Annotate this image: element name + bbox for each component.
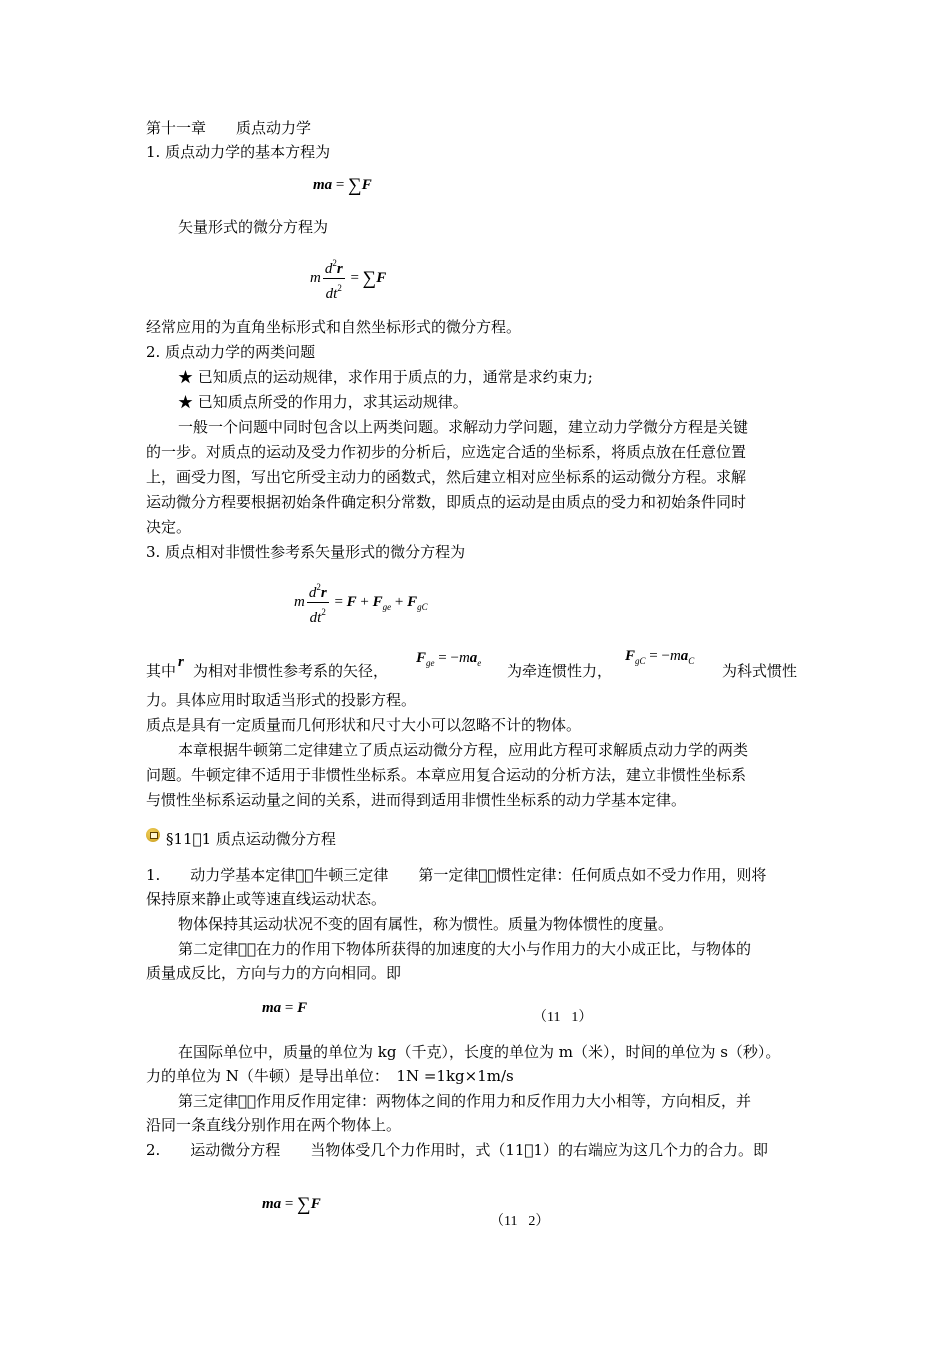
summary-line: 与惯性坐标系运动量之间的关系，进而得到适用非惯性坐标系的动力学基本定律。 [146,791,687,809]
para-line: 一般一个问题中同时包含以上两类问题。求解动力学问题，建立动力学微分方程是关键 [178,418,749,436]
s3-desc-b: 为相对非惯性参考系的矢径， [193,662,389,680]
s3-desc-line2: 力。具体应用时取适当形式的投影方程。 [146,691,417,709]
law2-line1: 第二定律 在力的作用下物体所获得的加速度的大小与作用力的大小成正比，与物体的 [178,940,738,958]
s3-desc-a: 其中 [146,662,177,680]
eq-lhs: ma [313,177,333,193]
summary-line: 问题。牛顿定律不适用于非惯性坐标系。本章应用复合运动的分析方法，建立非惯性坐标系 [146,766,747,784]
book-icon [146,828,160,842]
equation-newton2: ma = F [262,1000,308,1016]
s3-desc-d: 为科式惯性 [722,662,798,680]
p1-line1: 1. 动力学基本定律 牛顿三定律 第一定律 惯性定律：任何质点如不受力作用，则将 [146,866,740,884]
para-line: 运动微分方程要根据初始条件确定积分常数，即质点的运动是由质点的受力和初始条件同时 [146,493,747,511]
particle-definition: 质点是具有一定质量而几何形状和尺寸大小可以忽略不计的物体。 [146,716,582,734]
units-line1: 在国际单位中，质量的单位为 kg（千克），长度的单位为 m（米），时间的单位为 s（秒）。 [178,1043,781,1061]
law3-line2: 沿同一条直线分别作用在两个物体上。 [146,1116,402,1134]
eq-rhs: F [361,177,372,193]
chapter-title: 第十一章 质点动力学 [146,119,312,137]
s2-heading: 2. 质点动力学的两类问题 [146,343,316,361]
eq-number-11-2: （11 2） [490,1214,542,1229]
p2-line1: 2. 运动微分方程 当物体受几个力作用时，式（11 1）的右端应为这几个力的合力。即 [146,1141,764,1159]
law3-line1: 第三定律 作用反作用定律：两物体之间的作用力和反作用力大小相等，方向相反，并 [178,1092,738,1110]
equation-basic: ma = ∑F [313,175,372,196]
para-line: 决定。 [146,518,192,536]
summary-line: 本章根据牛顿第二定律建立了质点运动微分方程，应用此方程可求解质点动力学的两类 [178,741,749,759]
bullet-1: ★ 已知质点的运动规律，求作用于质点的力，通常是求约束力; [178,368,593,386]
symbol-fgc: $F_{gC} = -ma_C$ [625,648,695,666]
symbol-fge: $F_{ge} = -ma_e$ [416,650,482,668]
p1-line2: 保持原来静止或等速直线运动状态。 [146,890,387,908]
s1-heading: 1. 质点动力学的基本方程为 [146,143,331,161]
para-line: 上，画受力图，写出它所受主动力的函数式，然后建立相对应坐标系的运动微分方程。求解 [146,468,747,486]
para-line: 的一步。对质点的运动及受力作初步的分析后，应选定合适的坐标系，将质点放在任意位置 [146,443,747,461]
symbol-r: r [178,654,184,670]
eq-number-11-1: （11 1） [533,1010,585,1025]
units-line2: 力的单位为 N（牛顿）是导出单位： 1N =1kg×1m/s [146,1067,514,1085]
law2-line2: 质量成反比，方向与力的方向相同。即 [146,964,402,982]
s3-desc-c: 为牵连惯性力， [507,662,613,680]
bullet-2: ★ 已知质点所受的作用力，求其运动规律。 [178,393,468,411]
inertia-text: 物体保持其运动状况不变的固有属性，称为惯性。质量为物体惯性的度量。 [178,915,674,933]
equation-vector-diff: m $\frac{d^2r}{dt^2}$ = ∑F [310,254,386,303]
equation-noninertial: m $\frac{d^2r}{dt^2}$ = $F + F_{ge} + F_{gC}$ [294,578,428,627]
equation-sum-forces: ma = ∑F [262,1194,321,1215]
s3-heading: 3. 质点相对非惯性参考系矢量形式的微分方程为 [146,543,466,561]
vector-intro: 矢量形式的微分方程为 [178,218,329,236]
common-note: 经常应用的为直角坐标形式和自然坐标形式的微分方程。 [146,318,522,336]
section-title: §11 1 质点运动微分方程 [166,830,332,848]
